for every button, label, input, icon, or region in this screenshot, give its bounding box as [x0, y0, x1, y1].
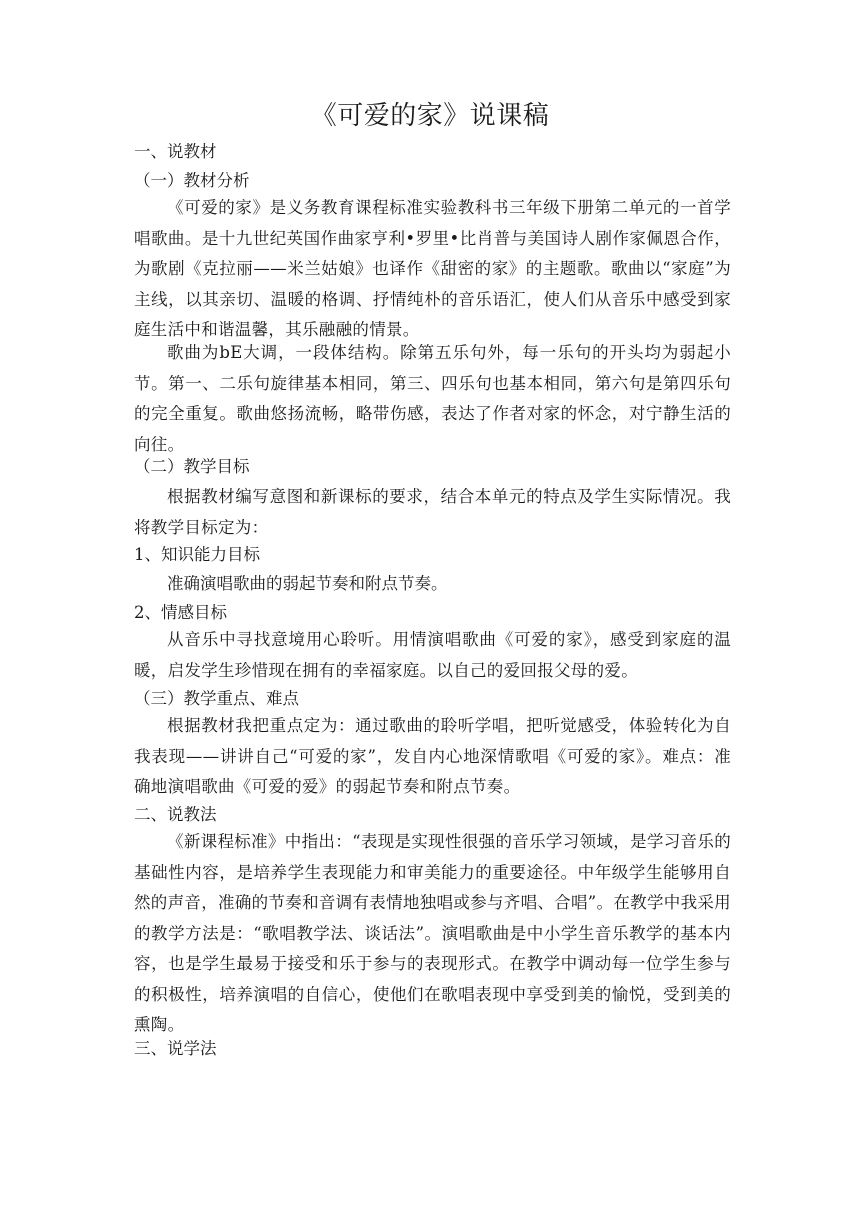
- document-title: 《可爱的家》说课稿: [310, 101, 550, 131]
- subsection-heading-focus: （三）教学重点、难点: [134, 689, 299, 708]
- paragraph-analysis-1: 《可爱的家》是义务教育课程标准实验教科书三年级下册第二单元的一首学唱歌曲。是十九世纪英国作曲家亨利•罗里•比肖普与美国诗人剧作家佩恩合作，为歌剧《克拉丽——米兰姑娘》也译作《甜密的家》的主题歌。歌曲以“家庭”为主线，以其亲切、温暖的格调、抒情纯朴的音乐语汇，使人们从音乐中感受到家庭生活中和谐温馨，其乐融融的情景。: [134, 198, 731, 339]
- subsection-heading-goals: （二）教学目标: [134, 457, 250, 476]
- section-heading-teaching-method: 二、说教法: [134, 805, 217, 824]
- section-heading-textbook: 一、说教材: [134, 142, 217, 161]
- paragraph-goals-intro: 根据教材编写意图和新课标的要求，结合本单元的特点及学生实际情况。我将教学目标定为：: [134, 487, 731, 537]
- paragraph-focus: 根据教材我把重点定为：通过歌曲的聆听学唱，把听觉感受，体验转化为自我表现——讲讲自己“可爱的家”，发自内心地深情歌唱《可爱的家》。难点：准确地演唱歌曲《可爱的爱》的弱起节奏和附点节奏。: [134, 716, 731, 796]
- section-heading-learning-method: 三、说学法: [134, 1039, 217, 1058]
- goal-heading-knowledge: 1、知识能力目标: [134, 545, 260, 564]
- subsection-heading-analysis: （一）教材分析: [134, 171, 250, 190]
- paragraph-analysis-2: 歌曲为bE大调，一段体结构。除第五乐句外，每一乐句的开头均为弱起小节。第一、二乐句旋律基本相同，第三、四乐句也基本相同，第六句是第四乐句的完全重复。歌曲悠扬流畅，略带伤感，表达了作者对家的怀念，对宁静生活的向往。: [134, 343, 731, 454]
- goal-heading-emotion: 2、情感目标: [134, 603, 227, 622]
- goal-text-knowledge: 准确演唱歌曲的弱起节奏和附点节奏。: [167, 574, 448, 593]
- paragraph-teaching-method: 《新课程标准》中指出：“表现是实现性很强的音乐学习领域，是学习音乐的基础性内容，是培养学生表现能力和审美能力的重要途径。中年级学生能够用自然的声音，准确的节奏和音调有表情地独唱或参与齐唱、合唱”。在教学中我采用的教学方法是：“歌唱教学法、谈话法”。演唱歌曲是中小学生音乐教学的基本内容，也是学生最易于接受和乐于参与的表现形式。在教学中调动每一位学生参与的积极性，培养演唱的自信心，使他们在歌唱表现中享受到美的愉悦，受到美的熏陶。: [134, 832, 731, 1034]
- paragraph-goal-emotion: 从音乐中寻找意境用心聆听。用情演唱歌曲《可爱的家》，感受到家庭的温暖，启发学生珍惜现在拥有的幸福家庭。以自己的爱回报父母的爱。: [134, 630, 731, 680]
